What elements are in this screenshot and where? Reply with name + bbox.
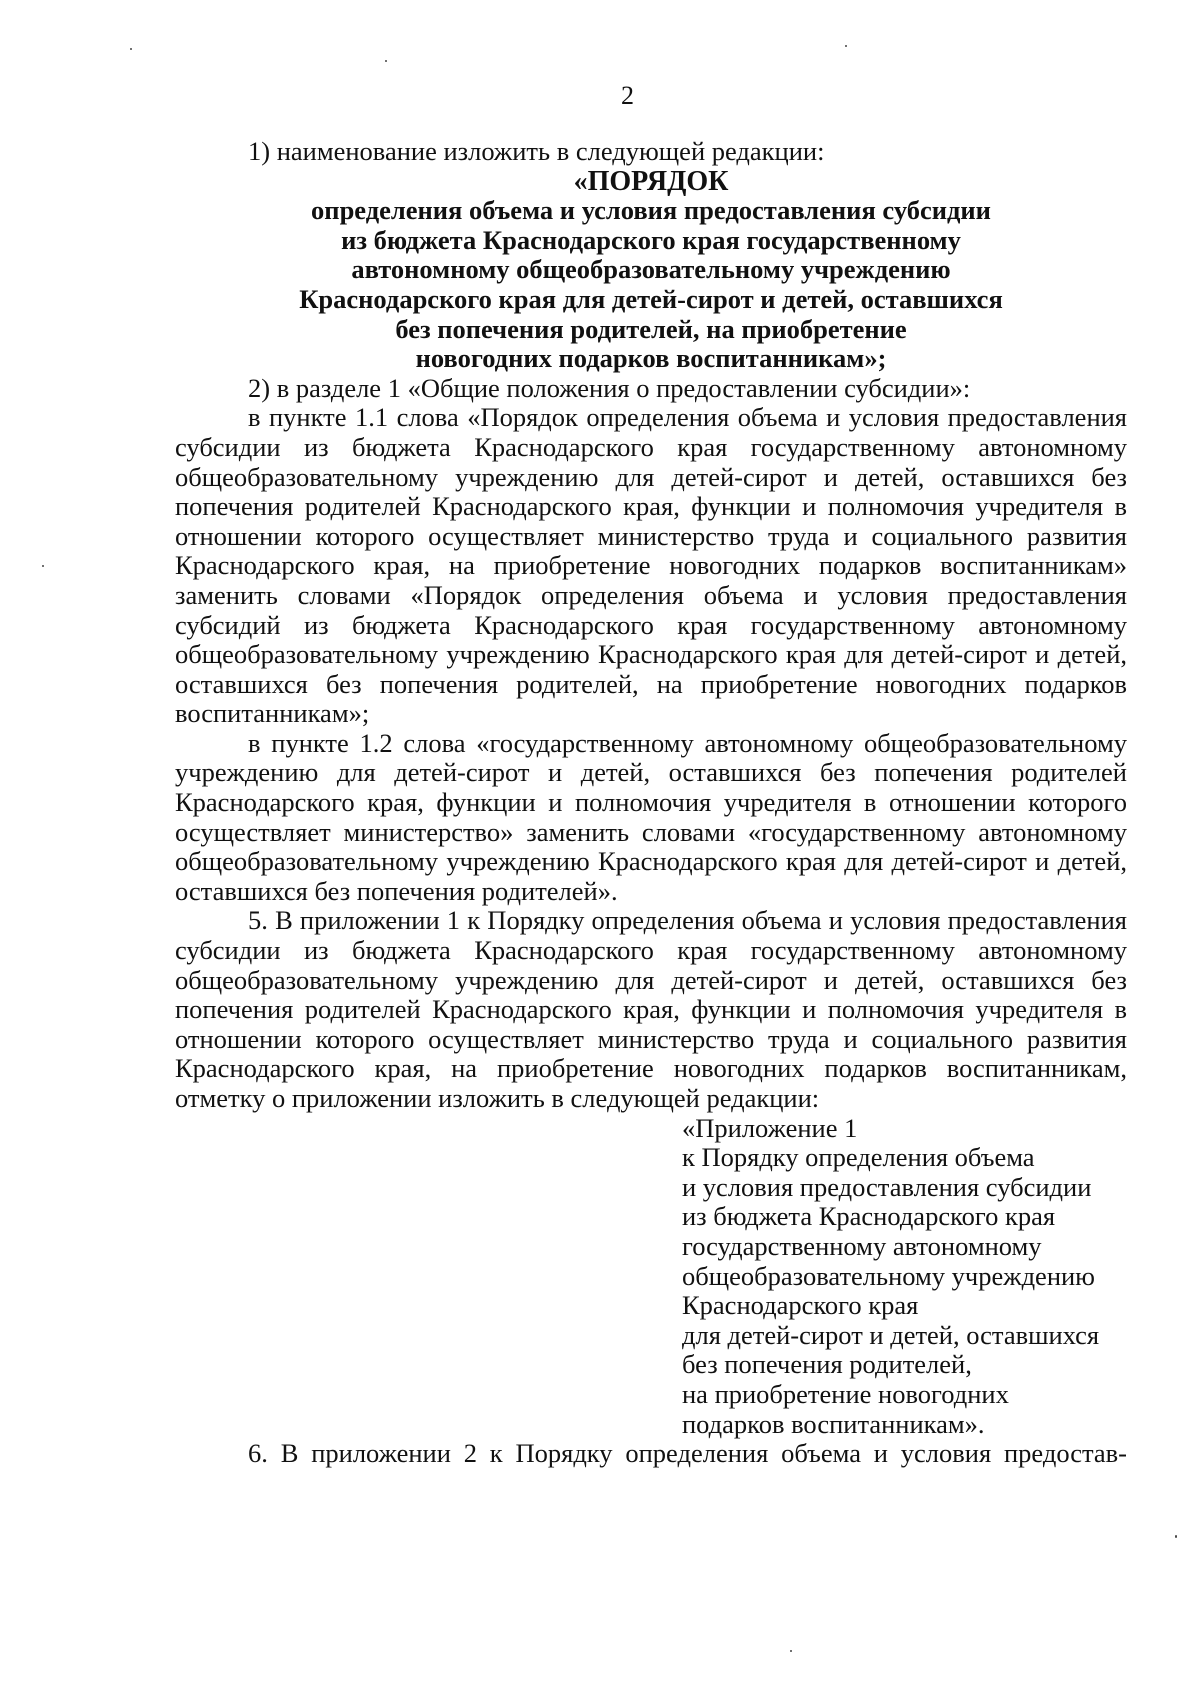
- title-line: новогодних подарков воспитанникам»;: [415, 343, 887, 374]
- appendix-line: из бюджета Краснодарского края: [682, 1201, 1056, 1232]
- scan-speck: [1175, 1535, 1177, 1538]
- appendix-line: «Приложение 1: [682, 1112, 858, 1143]
- scan-speck: [385, 60, 387, 62]
- title-line: без попечения родителей, на приобретение: [395, 313, 907, 344]
- appendix-line: и условия предоставления субсидии: [682, 1171, 1092, 1202]
- title-line: из бюджета Краснодарского края государственному: [341, 224, 961, 255]
- appendix-line: для детей-сирот и детей, оставшихся: [682, 1319, 1100, 1350]
- page-number: 2: [621, 81, 634, 110]
- appendix-line: без попечения родителей,: [682, 1349, 972, 1380]
- title-line: «ПОРЯДОК: [573, 165, 729, 197]
- appendix-line: на приобретение новогодних: [682, 1378, 1009, 1409]
- appendix-line: подарков воспитанникам».: [682, 1408, 985, 1439]
- paragraph-clause-1-1: в пункте 1.1 слова «Порядок определения объема и условия предоставления субсидии из бюджета Краснодарского края государственному автономному общеобразовательному учреждению для детей-сирот и детей, оставшихся без попечения родителей Краснодарского края, функции и полномочия учредителя в отношении которого осуществляет министерство труда и социального развития Краснодарского края, на приобретение новогодних подарков воспитанникам» заменить словами «Порядок определения объема и условия предоставления субсидий из бюджета Краснодарского края государственному автономному общеобразовательному учреждению Краснодарского края для детей-сирот и детей, оставшихся без попечения родителей, на приобретение новогодних подарков воспитанникам»;: [175, 402, 1127, 729]
- appendix-line: к Порядку определения объема: [682, 1142, 1035, 1173]
- scan-speck: [790, 1650, 792, 1652]
- scan-speck: [130, 48, 132, 50]
- appendix-line: государственному автономному: [682, 1230, 1042, 1261]
- scan-speck: [42, 565, 44, 567]
- title-line: автономному общеобразовательному учреждению: [351, 254, 951, 285]
- order-title: [175, 167, 1127, 374]
- paragraph-clause-1-2: в пункте 1.2 слова «государственному автономному общеобразовательному учреждению для детей-сирот и детей, оставшихся без попечения родителей Краснодарского края, функции и полномочия учредителя в отношении которого осуществляет министерство» заменить словами «государственному автономному общеобразовательному учреждению Краснодарского края для детей-сирот и детей, оставшихся без попечения родителей».: [175, 727, 1127, 906]
- item-5-text: 5. В приложении 1 к Порядку определения объема и условия предоставления субсидии из бюджета Краснодарского края государственному автономному общеобразовательному учреждению для детей-сирот и детей, оставшихся без попечения родителей Краснодарского края, функции и полномочия учредителя в отношении которого осуществляет министерство труда и социального развития Краснодарского края, на приобретение новогодних подарков воспитанникам, отметку о приложении изложить в следующей редакции:: [175, 905, 1127, 1113]
- title-line: определения объема и условия предоставления субсидии: [311, 195, 991, 226]
- title-line: Краснодарского края для детей-сирот и детей, оставшихся: [299, 283, 1003, 314]
- appendix-note: [682, 1114, 1127, 1440]
- item-6-text: 6. В приложении 2 к Порядку определения объема и условия предостав-: [248, 1438, 1127, 1469]
- appendix-line: Краснодарского края: [682, 1290, 919, 1321]
- item-1-text: 1) наименование изложить в следующей редакции:: [248, 136, 825, 166]
- document-body: [175, 137, 1127, 1469]
- appendix-line: общеобразовательному учреждению: [682, 1260, 1095, 1291]
- scan-speck: [845, 45, 847, 47]
- item-2-text: 2) в разделе 1 «Общие положения о предоставлении субсидии»:: [248, 372, 971, 403]
